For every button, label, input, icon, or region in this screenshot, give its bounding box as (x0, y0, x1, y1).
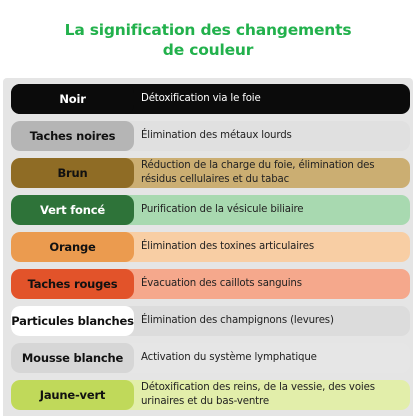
color-row-taches-rouges (11, 269, 410, 299)
title-line-2: de couleur (162, 41, 254, 59)
color-row-noir (11, 84, 410, 114)
color-label: Jaune-vert (11, 380, 134, 410)
color-row-vert-fonce (11, 195, 410, 225)
color-description: Détoxification via le foie (141, 93, 261, 104)
color-row-particules-blanches (11, 306, 410, 336)
color-description: Élimination des toxines articulaires (141, 241, 314, 252)
color-description: Élimination des champignons (levures) (141, 315, 334, 326)
color-row-mousse-blanche (11, 343, 410, 373)
color-label: Taches rouges (11, 269, 134, 299)
color-description: Élimination des métaux lourds (141, 130, 292, 141)
page-title (0, 20, 416, 60)
color-label: Noir (11, 84, 134, 114)
color-description: Détoxification des reins, de la vessie, des voies urinaires et du bas-ventre (141, 382, 375, 407)
color-label: Orange (11, 232, 134, 262)
color-label: Mousse blanche (11, 343, 134, 373)
color-description: Réduction de la charge du foie, élimination des résidus cellulaires et du tabac (141, 160, 375, 185)
color-label: Taches noires (11, 121, 134, 151)
color-description: Purification de la vésicule biliaire (141, 204, 304, 215)
color-row-taches-noires (11, 121, 410, 151)
color-description: Activation du système lymphatique (141, 352, 317, 363)
color-description: Évacuation des caillots sanguins (141, 278, 302, 289)
color-label: Particules blanches (11, 306, 134, 336)
color-label: Vert foncé (11, 195, 134, 225)
color-row-orange (11, 232, 410, 262)
color-table (3, 78, 413, 416)
color-label: Brun (11, 158, 134, 188)
title-line-1: La signification des changements (64, 21, 352, 39)
color-row-jaune-vert (11, 380, 410, 410)
color-row-brun (11, 158, 410, 188)
